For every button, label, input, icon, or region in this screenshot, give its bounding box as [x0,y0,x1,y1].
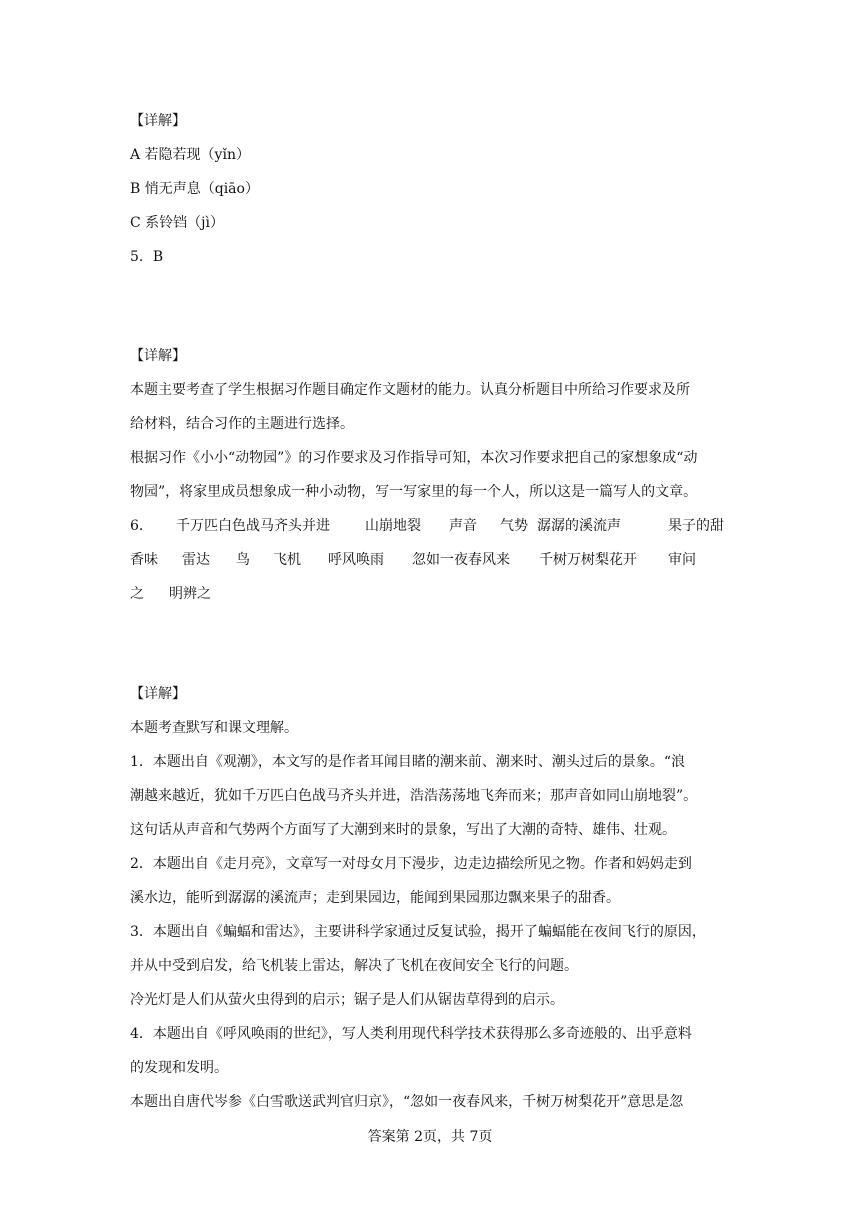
answer-blank: 明辨之 [169,586,211,602]
page-number-footer: 答案第 2页，共 7页 [367,1129,493,1145]
question-6-number: 6． [130,518,153,534]
answer-blank: 声音 [449,518,477,534]
section-heading-detail-1: 【详解】 [130,113,186,129]
paragraph-line: 溪水边，能听到潺潺的溪流声；走到果园边，能闻到果园那边飘来果子的甜香。 [130,890,620,906]
answer-blank: 审问 [668,552,696,568]
answer-blank: 香味 [130,552,158,568]
paragraph-line: 冷光灯是人们从萤火虫得到的启示；锯子是人们从锯齿草得到的启示。 [130,992,564,1008]
paragraph-line: 4．本题出自《呼风唤雨的世纪》，写人类利用现代科学技术获得那么多奇迹般的、出乎意料 [130,1026,692,1042]
section-heading-detail-3: 【详解】 [130,686,186,702]
paragraph-line: 本题出自唐代岑参《白雪歌送武判官归京》，“忽如一夜春风来，千树万树梨花开”意思是忽 [130,1094,684,1110]
answer-blank: 鸟 [236,552,250,568]
paragraph-line: 根据习作《小小“动物园”》的习作要求及习作指导可知，本次习作要求把自己的家想象成“动 [130,450,698,466]
paragraph-line: 物园”，将家里成员想象成一种小动物，写一写家里的每一个人，所以这是一篇写人的文章。 [130,484,698,500]
answer-blank: 飞机 [273,552,301,568]
paragraph-line: 给材料，结合习作的主题进行选择。 [130,416,354,432]
answer-line-b: B 悄无声息（qiāo） [130,181,259,197]
answer-blank: 呼风唤雨 [328,552,384,568]
answer-blank: 山崩地裂 [365,518,421,534]
question-6-row-2 [130,550,730,570]
paragraph-line: 本题主要考查了学生根据习作题目确定作文题材的能力。认真分析题目中所给习作要求及所 [130,382,690,398]
answer-blank: 之 [130,586,144,602]
paragraph-line: 3．本题出自《蝙蝠和雷达》，主要讲科学家通过反复试验，揭开了蝙蝠能在夜间飞行的原因， [130,924,706,940]
answer-blank: 雷达 [182,552,210,568]
answer-blank: 千万匹白色战马齐头并进 [176,518,330,534]
paragraph-line: 1．本题出自《观潮》，本文写的是作者耳闻目睹的潮来前、潮来时、潮头过后的景象。“浪 [130,754,686,770]
paragraph-line: 潮越来越近，犹如千万匹白色战马齐头并进，浩浩荡荡地飞奔而来；那声音如同山崩地裂”。 [130,788,698,804]
answer-blank: 气势 [500,518,528,534]
answer-line-a: A 若隐若现（yǐn） [130,147,250,163]
paragraph-line: 并从中受到启发，给飞机装上雷达，解决了飞机在夜间安全飞行的问题。 [130,958,578,974]
question-6-row-3 [130,584,730,604]
question-5-answer: 5．B [130,249,164,265]
paragraph-line: 2．本题出自《走月亮》，文章写一对母女月下漫步，边走边描绘所见之物。作者和妈妈走到 [130,856,692,872]
answer-blank: 潺潺的溪流声 [537,518,621,534]
answer-blank: 忽如一夜春风来 [412,552,510,568]
answer-line-c: C 系铃铛（jì） [130,215,224,231]
answer-blank: 果子的甜 [668,518,724,534]
section-heading-detail-2: 【详解】 [130,348,186,364]
question-6-row-1 [130,516,730,536]
paragraph-line: 本题考查默写和课文理解。 [130,720,298,736]
paragraph-line: 的发现和发明。 [130,1060,228,1076]
answer-blank: 千树万树梨花开 [539,552,637,568]
paragraph-line: 这句话从声音和气势两个方面写了大潮到来时的景象，写出了大潮的奇特、雄伟、壮观。 [130,822,676,838]
